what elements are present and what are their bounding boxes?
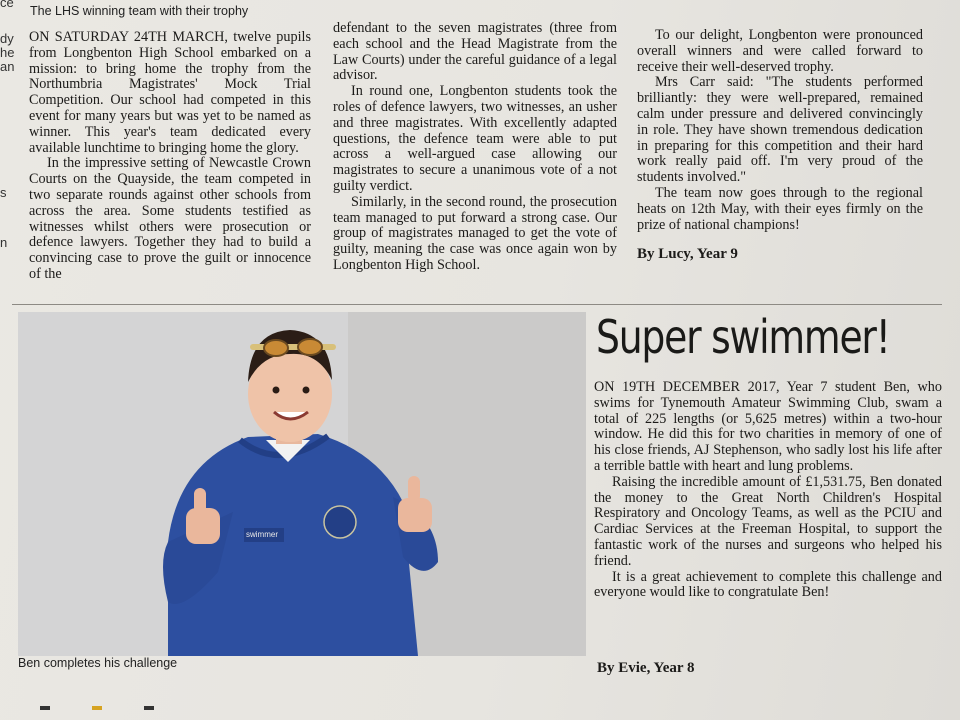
article-paragraph: Raising the incredible amount of £1,531.75, Ben donated the money to the Great North Children's Hospital Respiratory and Oncology Teams, as well as the PCIU and Cardiac Services at the Freeman Hospital, to support the fantastic work of the nurses and surgeons who helped his friend. <box>594 473 942 569</box>
goggles <box>264 340 288 356</box>
edge-fragment: an <box>0 59 15 74</box>
article-paragraph: defendant to the seven magistrates (three from each school and the Head Magistrate from the Law Courts) under the careful guidance of a legal advisor. <box>333 20 617 84</box>
article-paragraph: It is a great achievement to complete this challenge and everyone would like to congratulate Ben! <box>594 568 942 601</box>
trophy-article-column-1 <box>29 30 311 283</box>
swimmer-article-body <box>594 380 942 601</box>
trophy-article-column-2 <box>333 21 617 274</box>
swimmer-photo-caption: Ben completes his challenge <box>18 656 178 670</box>
previous-column-edge <box>0 0 16 300</box>
article-paragraph: In the impressive setting of Newcastle Crown Courts on the Quayside, the team competed in two separate rounds against other schools from across the area. Some students testified as witnesses whilst others were prosecution or defence lawyers. Together they had to build a convincing case to prove the guilt or innocence of the <box>29 155 311 282</box>
swimmer-article-byline: By Evie, Year 8 <box>597 660 695 676</box>
trophy-article-byline: By Lucy, Year 9 <box>637 246 738 262</box>
article-paragraph: The team now goes through to the regional heats on 12th May, with their eyes firmly on the prize of national champions! <box>637 184 923 233</box>
trophy-photo-caption: The LHS winning team with their trophy <box>30 4 249 18</box>
article-paragraph: ON SATURDAY 24TH MARCH, twelve pupils from Longbenton High School embarked on a mission: to bring home the trophy from the Northumbria Magistrates' Mock Trial Competition. Our school had competed in this event for many years but was yet to be named as winner. This year's team dedicated every available lunchtime to bringing home the glory. <box>29 29 311 156</box>
registration-mark <box>40 706 50 710</box>
swimmer-headline: Super swimmer! <box>596 310 890 364</box>
article-paragraph: Mrs Carr said: "The students performed brilliantly: they were well-prepared, remained calm under pressure and delivered convincingly in role. They have shown tremendous dedication in preparing for this competition and their hard work really paid off. I'm very proud of the students involved." <box>637 74 923 186</box>
edge-fragment: he <box>0 45 15 60</box>
article-paragraph: In round one, Longbenton students took the roles of defence lawyers, two witnesses, an usher and three magistrates. With excellently adapted questions, the defence team were able to put across a well-argued case allowing our magistrates to secure a unanimous vote of a not guilty verdict. <box>333 83 617 194</box>
hoodie-badge-text: swimmer <box>246 530 278 539</box>
edge-fragment: ce <box>0 0 14 10</box>
swimmer-photo <box>18 312 586 656</box>
trophy-article-column-3 <box>637 28 923 233</box>
section-divider <box>12 304 942 305</box>
article-paragraph: To our delight, Longbenton were pronounced overall winners and were called forward to receive their well-deserved trophy. <box>637 27 923 75</box>
edge-fragment: s <box>0 185 7 200</box>
club-crest <box>324 506 356 538</box>
swimmer-illustration <box>18 312 586 656</box>
edge-fragment: n <box>0 235 8 250</box>
registration-mark <box>92 706 102 710</box>
edge-fragment: dy <box>0 31 14 46</box>
registration-mark <box>144 706 154 710</box>
article-paragraph: Similarly, in the second round, the prosecution team managed to put forward a strong case. Our group of magistrates managed to get the vote of guilty, meaning the case was once again won by Longbenton High School. <box>333 193 617 273</box>
article-paragraph: ON 19TH DECEMBER 2017, Year 7 student Ben, who swims for Tynemouth Amateur Swimming Club, swam a total of 225 lengths (or 5,625 metres) within a two-hour window. He did this for two charities in memory of one of his close friends, AJ Stephenson, who sadly lost his life after a terrible battle with heart and lung problems. <box>594 379 942 474</box>
